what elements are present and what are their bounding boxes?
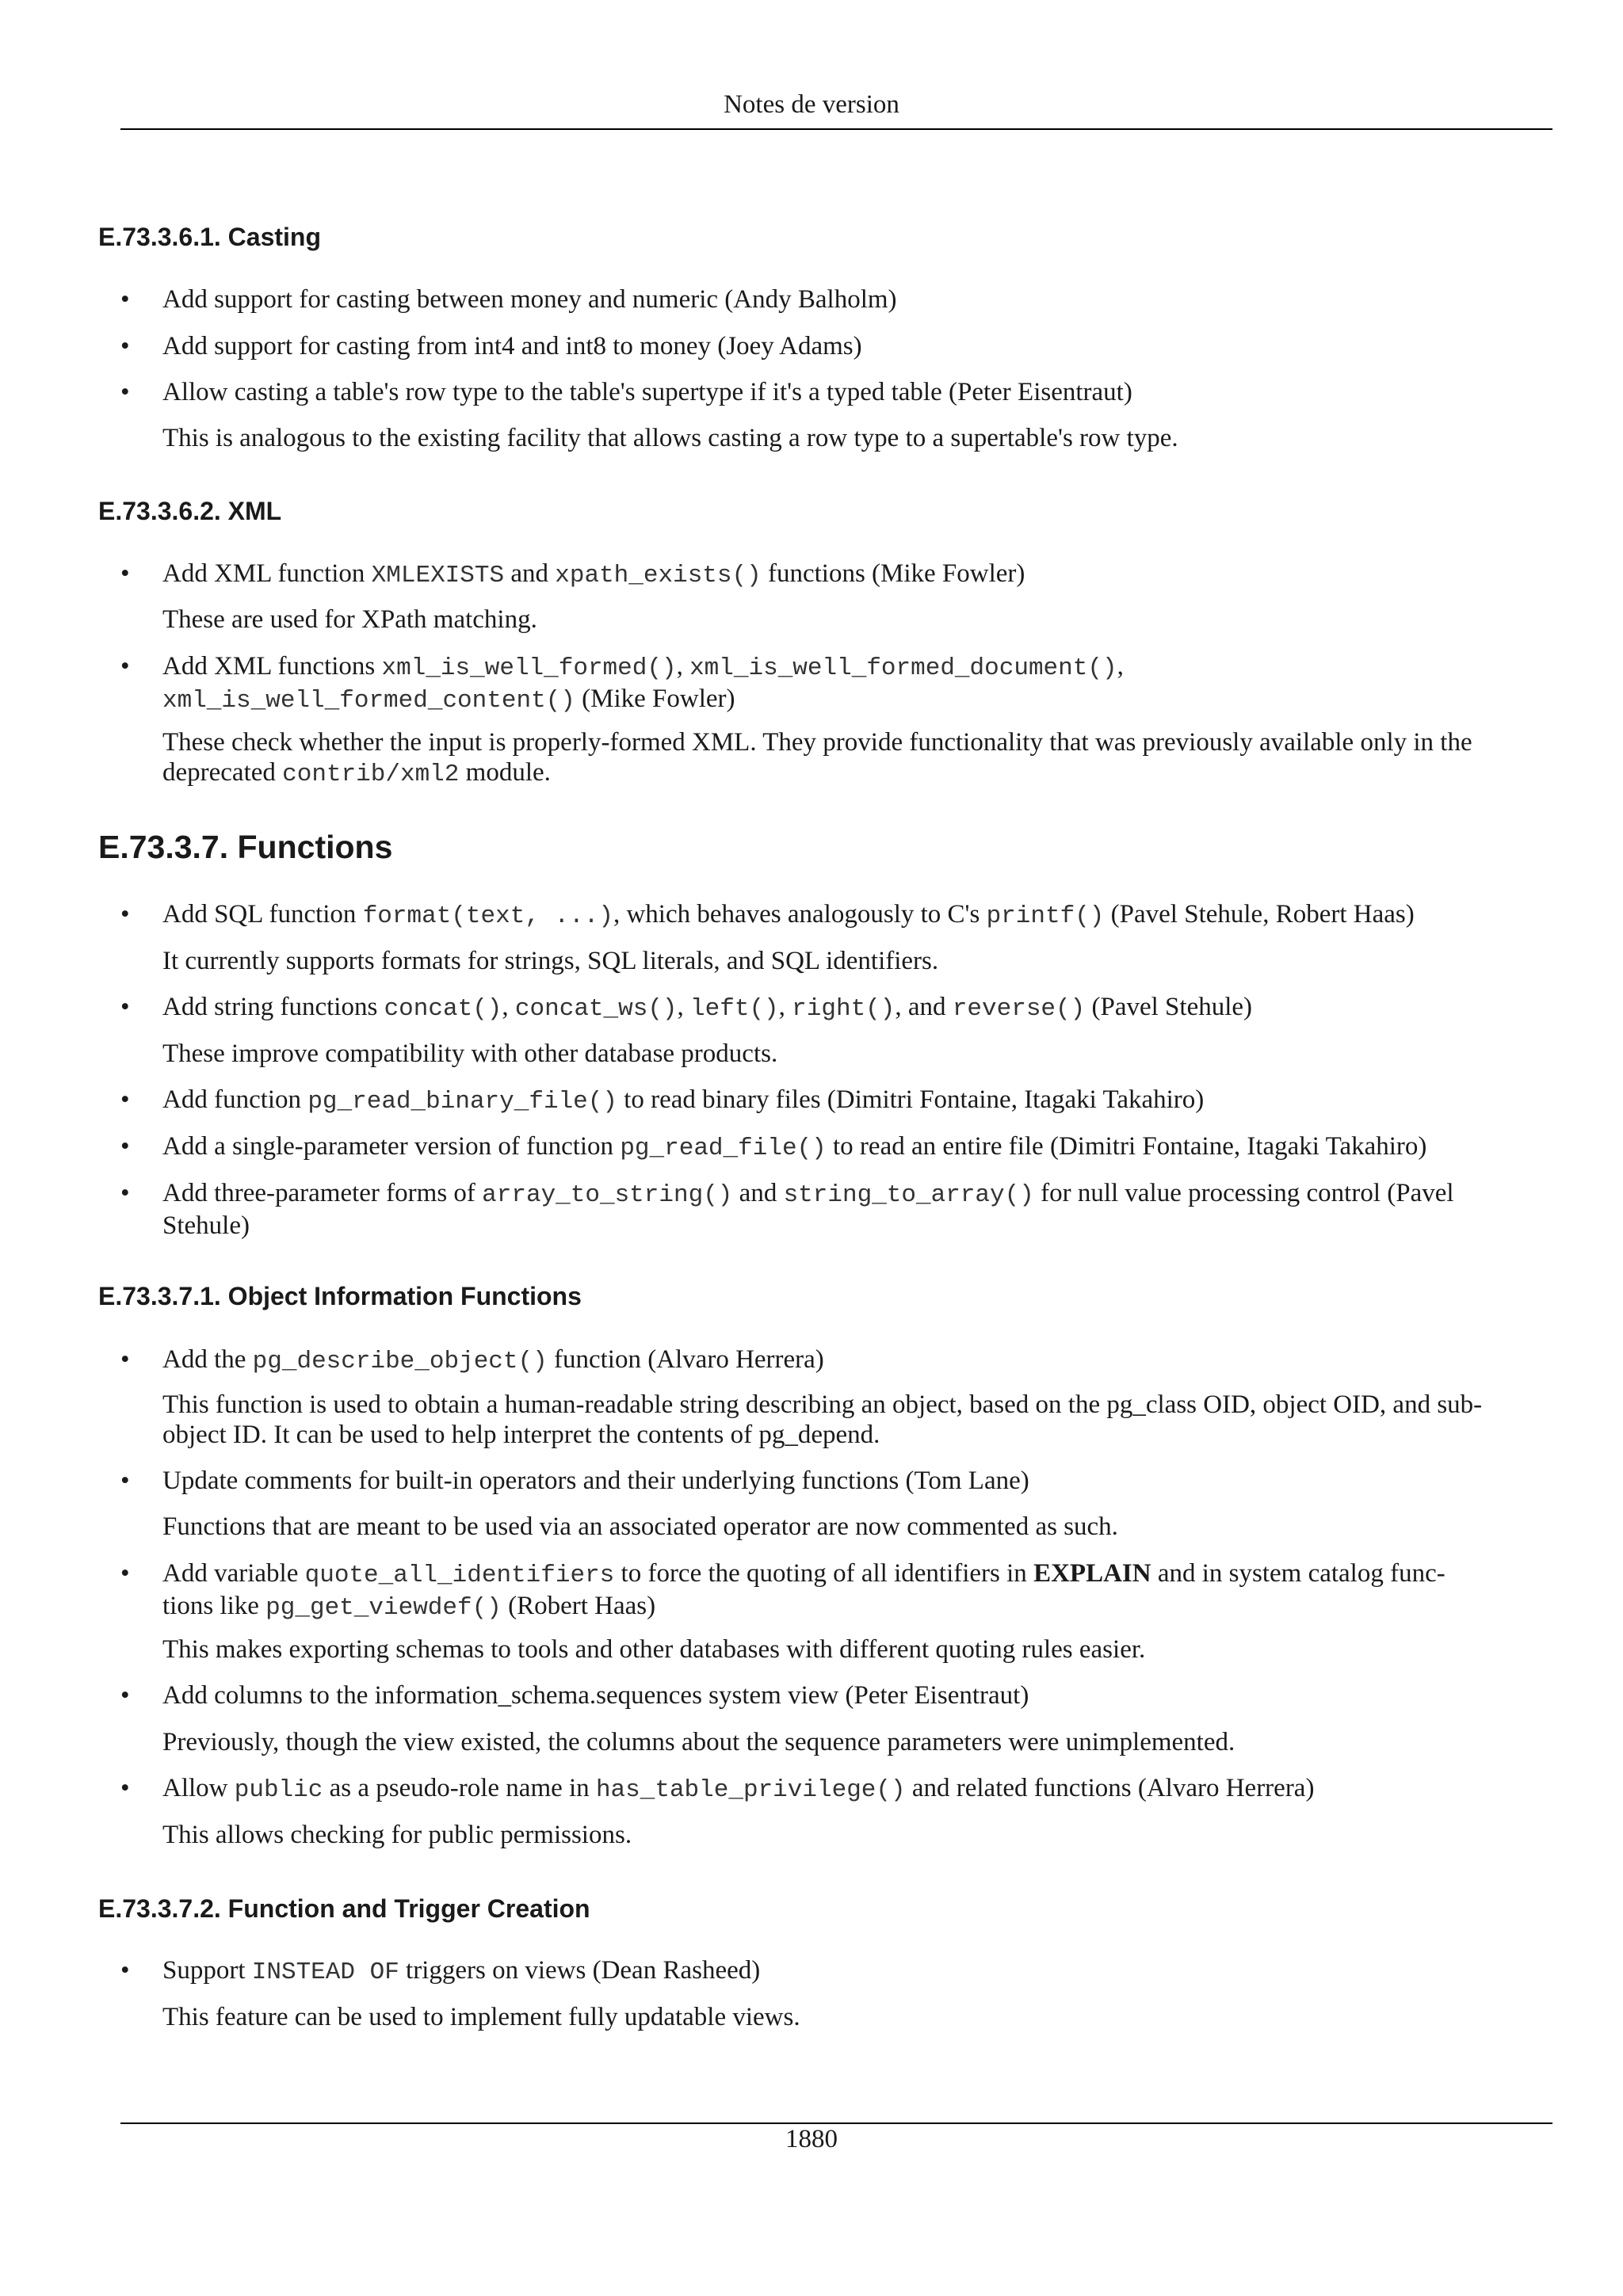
list-item: Add the pg_describe_object() function (Alvaro Herrera)	[162, 1345, 824, 1375]
bullet-icon: •	[120, 1774, 130, 1802]
item-note: Functions that are meant to be used via an associated operator are now commented as such.	[162, 1512, 1118, 1541]
bullet-icon: •	[120, 1681, 130, 1710]
list-item: Add support for casting from int4 and int8 to money (Joey Adams)	[162, 332, 862, 360]
list-item: Add a single-parameter version of function pg_read_file() to read an entire file (Dimitri Fontaine, Itagaki Takahiro)	[162, 1132, 1427, 1162]
list-item: Update comments for built-in operators and their underlying functions (Tom Lane)	[162, 1466, 1029, 1495]
heading-object-info: E.73.3.7.1. Object Information Functions	[98, 1282, 582, 1310]
item-note: This makes exporting schemas to tools and other databases with different quoting rules easier.	[162, 1635, 1146, 1664]
list-item: Add columns to the information_schema.sequences system view (Peter Eisentraut)	[162, 1681, 1029, 1710]
bullet-icon: •	[120, 1132, 130, 1161]
item-note: This function is used to obtain a human-readable string describing an object, based on the pg_class OID, object OID, and sub- object ID. It can be used to help interpret the contents of pg_depend.	[162, 1390, 1483, 1449]
list-item: Allow public as a pseudo-role name in has_table_privilege() and related functions (Alvaro Herrera)	[162, 1774, 1315, 1804]
bullet-icon: •	[120, 1085, 130, 1114]
heading-triggers: E.73.3.7.2. Function and Trigger Creation	[98, 1894, 590, 1923]
list-item: Add string functions concat(), concat_ws(), left(), right(), and reverse() (Pavel Stehule)	[162, 993, 1253, 1023]
bullet-icon: •	[120, 993, 130, 1021]
item-note: This allows checking for public permissions.	[162, 1821, 632, 1849]
code-xmlexists: XMLEXISTS	[371, 562, 505, 589]
list-item: Add support for casting between money and numeric (Andy Balholm)	[162, 285, 897, 314]
heading-xml: E.73.3.6.2. XML	[98, 497, 282, 525]
bullet-icon: •	[120, 285, 130, 314]
bullet-icon: •	[120, 1179, 130, 1207]
bullet-icon: •	[120, 332, 130, 360]
bullet-icon: •	[120, 652, 130, 681]
heading-functions: E.73.3.7. Functions	[98, 829, 393, 865]
item-note: These check whether the input is properly-formed XML. They provide functionality that was previously available only in the deprecated contrib/xml2 module.	[162, 728, 1472, 788]
bullet-icon: •	[120, 1466, 130, 1495]
list-item: Add variable quote_all_identifiers to force the quoting of all identifiers in EXPLAIN and in system catalog func- tions like pg_get_viewdef() (Robert Haas)	[162, 1559, 1445, 1622]
item-note: These are used for XPath matching.	[162, 605, 537, 634]
list-item: Add SQL function format(text, ...), which behaves analogously to C's printf() (Pavel Stehule, Robert Haas)	[162, 900, 1415, 930]
running-header: Notes de version	[724, 90, 899, 119]
bullet-icon: •	[120, 378, 130, 406]
list-item: Allow casting a table's row type to the table's supertype if it's a typed table (Peter Eisentraut)	[162, 378, 1132, 406]
footer-rule	[120, 2122, 1552, 2124]
list-item: Support INSTEAD OF triggers on views (Dean Rasheed)	[162, 1956, 761, 1986]
bullet-icon: •	[120, 559, 130, 588]
list-item: Add three-parameter forms of array_to_string() and string_to_array() for null value processing control (Pavel Stehule)	[162, 1179, 1454, 1240]
list-item: Add XML function XMLEXISTS and xpath_exists() functions (Mike Fowler)	[162, 559, 1025, 589]
bullet-icon: •	[120, 1559, 130, 1588]
list-item: Add XML functions xml_is_well_formed(), xml_is_well_formed_document(), xml_is_well_formed_content() (Mike Fowler)	[162, 652, 1124, 715]
bullet-icon: •	[120, 1345, 130, 1374]
item-note: This is analogous to the existing facility that allows casting a row type to a supertable's row type.	[162, 424, 1178, 452]
bullet-icon: •	[120, 900, 130, 929]
heading-casting: E.73.3.6.1. Casting	[98, 223, 322, 251]
page-number: 1880	[785, 2125, 838, 2153]
list-item: Add function pg_read_binary_file() to read binary files (Dimitri Fontaine, Itagaki Takahiro)	[162, 1085, 1205, 1116]
header-rule	[120, 128, 1552, 130]
item-note: Previously, though the view existed, the columns about the sequence parameters were unimplemented.	[162, 1728, 1235, 1756]
item-note: This feature can be used to implement fully updatable views.	[162, 2003, 800, 2031]
bullet-icon: •	[120, 1956, 130, 1985]
item-note: It currently supports formats for strings, SQL literals, and SQL identifiers.	[162, 947, 939, 975]
item-note: These improve compatibility with other database products.	[162, 1039, 778, 1068]
code-xpath-exists: xpath_exists()	[555, 562, 762, 589]
